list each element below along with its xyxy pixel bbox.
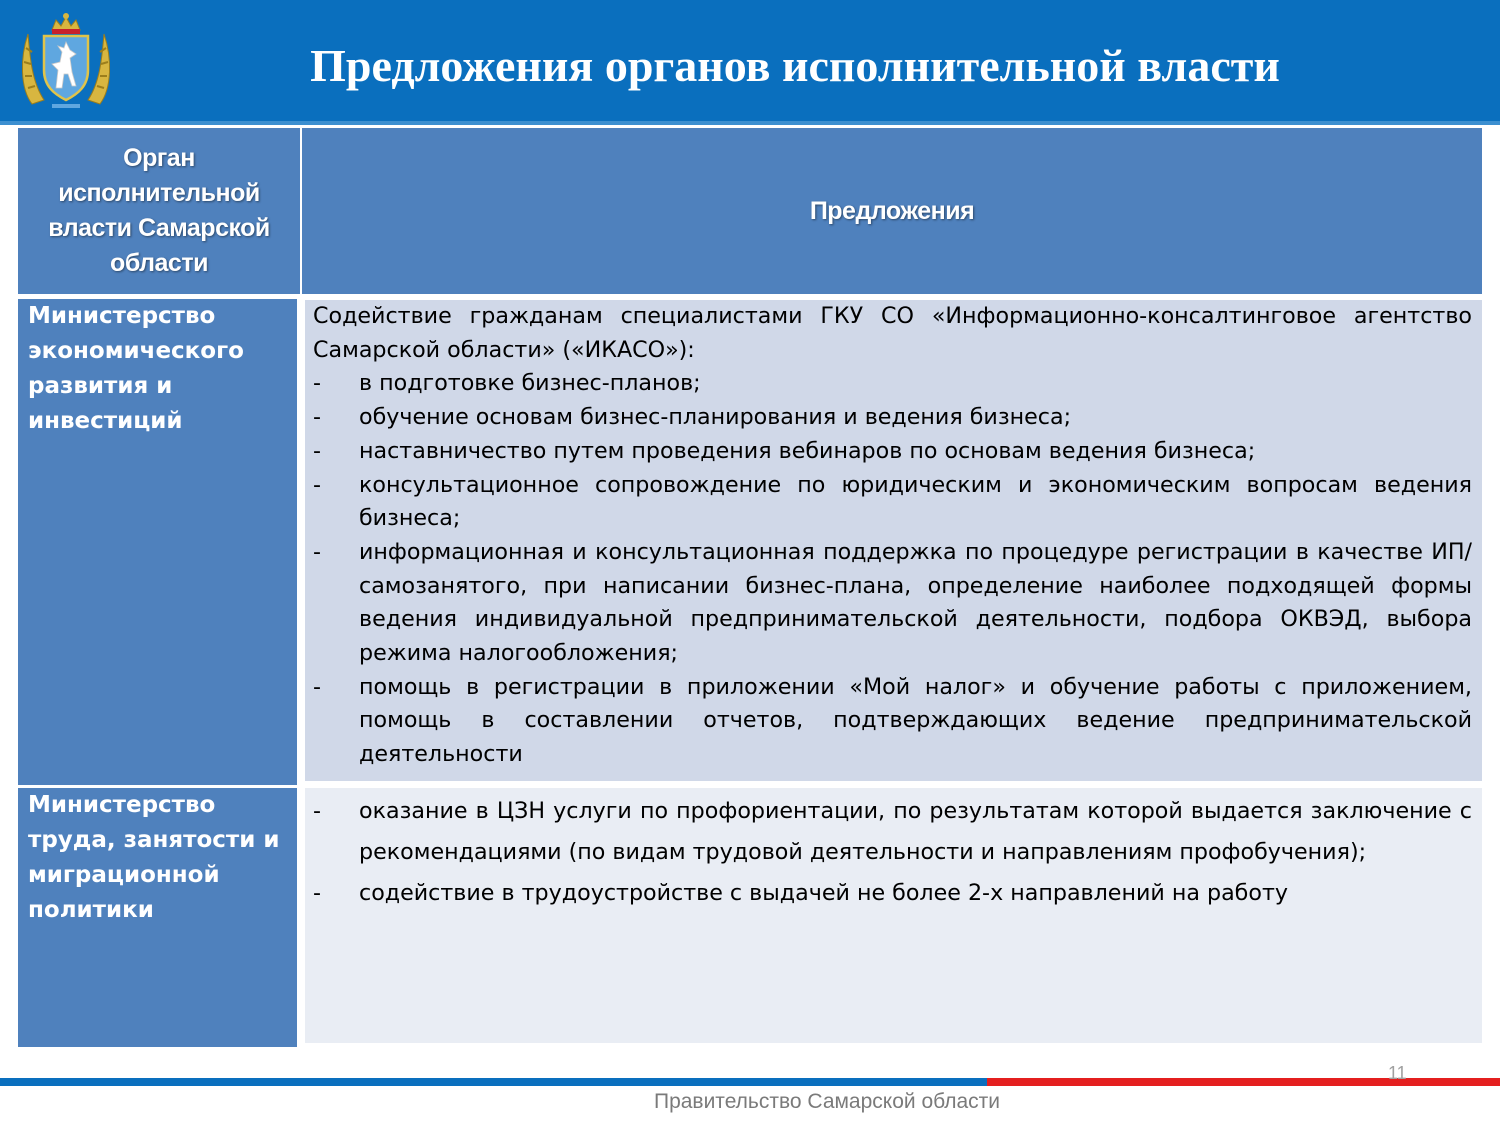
footer-text: Правительство Самарской области (653, 1090, 1001, 1113)
footer-bar-blue (0, 1078, 987, 1086)
list-item: - помощь в регистрации в приложении «Мой налог» и обучение работы с приложением, помощь в составлении отчетов, подтверждающих ведение предпринимательской деятельности (313, 671, 1472, 772)
proposals-list (313, 791, 1472, 914)
proposals-intro: Содействие гражданам специалистами ГКУ СО «Информационно-консалтинговое агентство Самарской области» («ИКАСО»): (313, 303, 1472, 363)
list-item: - обучение основам бизнес-планирования и ведения бизнеса; (313, 401, 1472, 435)
proposals-cell-labor (305, 788, 1482, 1043)
page-title: Предложения органов исполнительной власти (310, 40, 1280, 91)
page-number: 11 (1388, 1063, 1407, 1083)
proposals-cell-economy (305, 300, 1482, 781)
proposals-list (313, 367, 1472, 771)
table-header-proposals (302, 128, 1482, 294)
list-item: - содействие в трудоустройстве с выдачей не более 2-х направлений на работу (313, 873, 1472, 914)
list-item: - в подготовке бизнес-планов; (313, 367, 1472, 401)
list-item: - наставничество путем проведения вебинаров по основам ведения бизнеса; (313, 435, 1472, 469)
list-item: - консультационное сопровождение по юридическим и экономическим вопросам ведения бизнеса; (313, 469, 1472, 536)
organ-cell-economy: Министерство экономического развития и инвестиций (18, 299, 297, 785)
list-item: - информационная и консультационная поддержка по процедуре регистрации в качестве ИП/самозанятого, при написании бизнес-плана, определение наиболее подходящей формы ведения индивидуальной предпринимательской деятельности, подбора ОКВЭД, выбора режима налогообложения; (313, 536, 1472, 671)
table-header-organ-label: Орган исполнительной власти Самарской области (48, 144, 270, 277)
header-divider (0, 121, 1500, 125)
list-item: - оказание в ЦЗН услуги по профориентации, по результатам которой выдается заключение с рекомендациями (по видам трудовой деятельности и направлениям профобучения); (313, 791, 1472, 873)
table-header-organ (18, 128, 300, 294)
table-header-proposals-label: Предложения (809, 196, 975, 225)
samara-coat-of-arms-icon (18, 8, 114, 112)
organ-cell-labor: Министерство труда, занятости и миграционной политики (18, 788, 297, 1047)
footer-bar-red (987, 1078, 1500, 1086)
